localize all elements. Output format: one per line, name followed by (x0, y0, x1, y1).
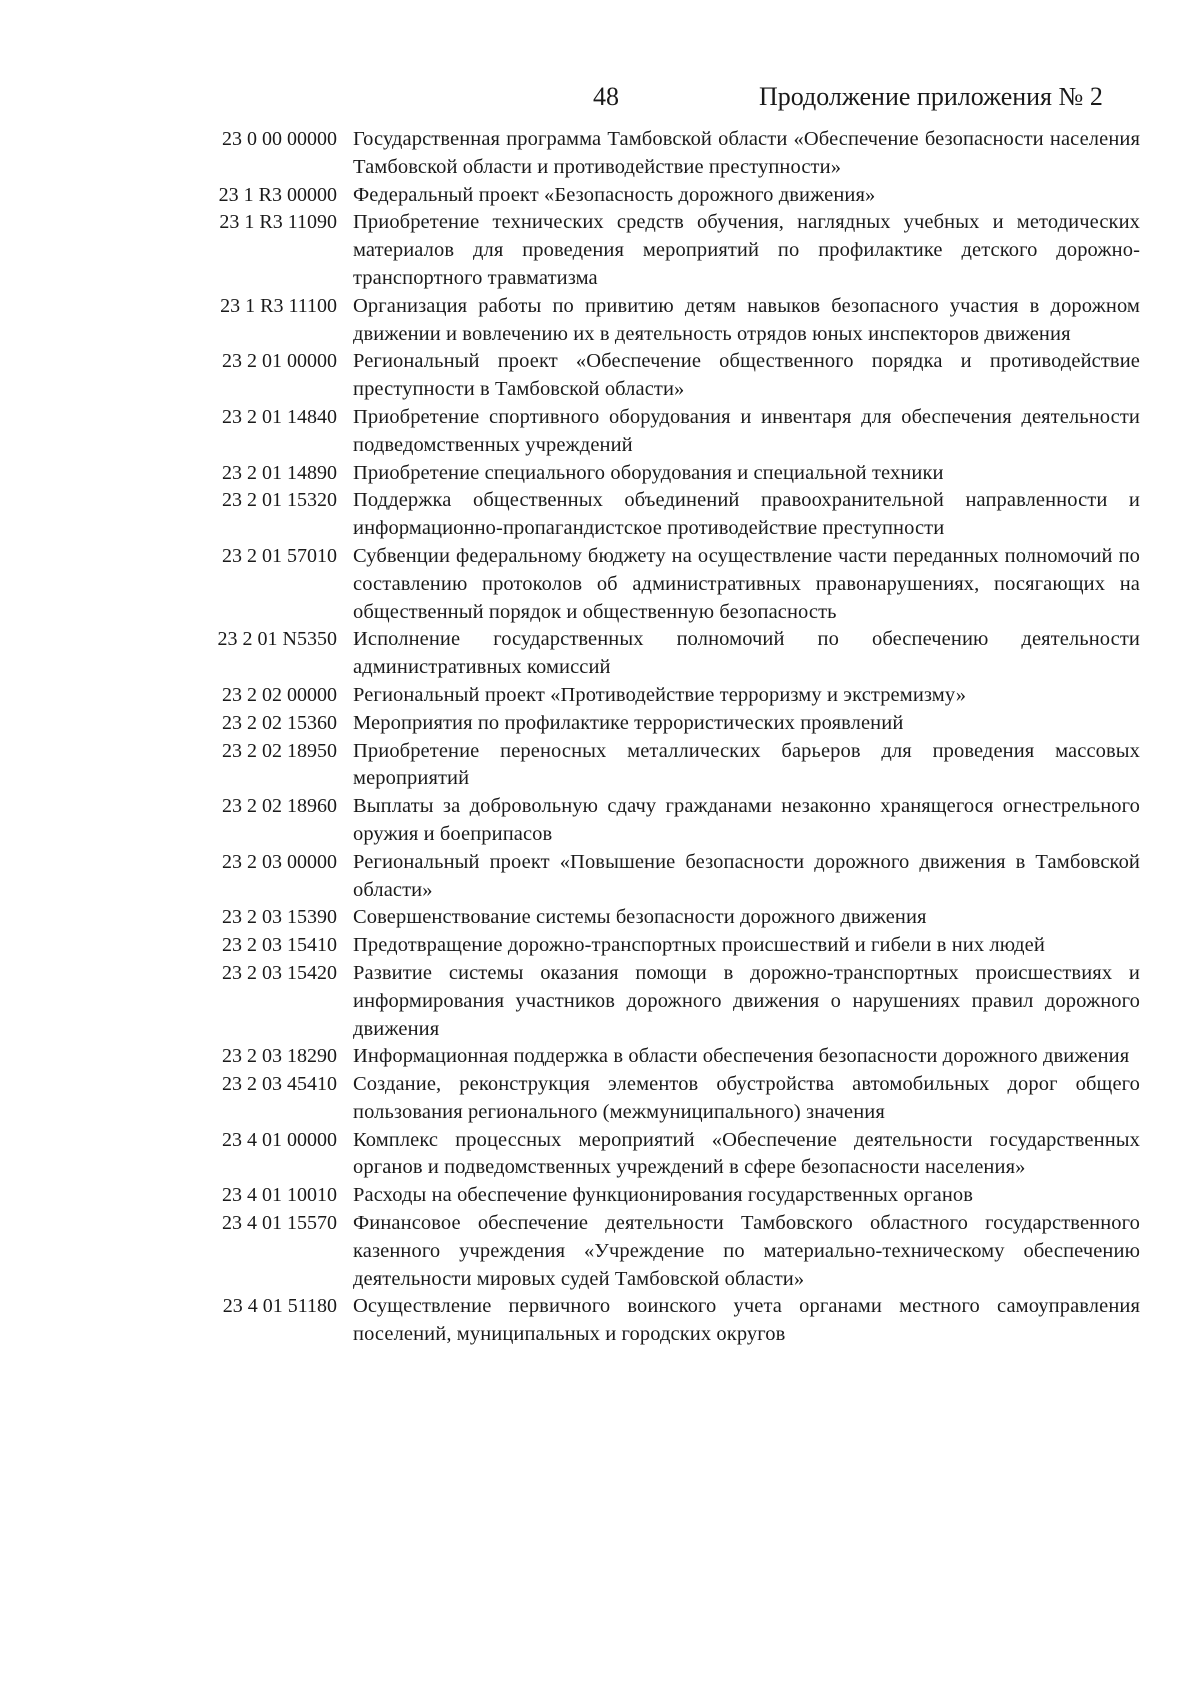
budget-classification-table (172, 126, 1140, 1349)
target-article-name: Субвенции федеральному бюджету на осуществление части переданных полномочий по составлению протоколов об административных правонарушениях, посягающих на общественный порядок и общественную безопасность (353, 544, 1140, 623)
table-row (172, 932, 1140, 960)
page-number: 48 (593, 82, 619, 111)
table-row (172, 1043, 1140, 1071)
target-article-name: Приобретение спортивного оборудования и инвентаря для обеспечения деятельности подведомственных учреждений (353, 405, 1140, 456)
target-article-name: Информационная поддержка в области обеспечения безопасности дорожного движения (353, 1045, 1130, 1068)
target-article-code: 23 2 01 N5350 (217, 628, 337, 651)
target-article-code: 23 4 01 51180 (222, 1295, 337, 1318)
target-article-name: Развитие системы оказания помощи в дорожно-транспортных происшествиях и информирования участников дорожного движения о нарушениях правил дорожного движения (353, 961, 1140, 1040)
target-article-code: 23 0 00 00000 (222, 128, 337, 150)
table-row (172, 904, 1140, 932)
target-article-code: 23 2 02 18950 (222, 739, 337, 762)
target-article-name: Государственная программа Тамбовской области «Обеспечение безопасности населения Тамбовской области и противодействие преступности» (353, 128, 1140, 178)
target-article-code: 23 4 01 10010 (222, 1184, 337, 1207)
target-article-code: 23 2 03 15410 (222, 934, 337, 957)
target-article-code: 23 2 03 18290 (222, 1045, 337, 1068)
table-row (172, 682, 1140, 710)
target-article-name: Региональный проект «Обеспечение общественного порядка и противодействие преступности в Тамбовской области» (353, 350, 1140, 401)
table-row (172, 1182, 1140, 1210)
table-row (172, 126, 1140, 182)
target-article-name: Предотвращение дорожно-транспортных происшествий и гибели в них людей (353, 934, 1045, 957)
target-article-code: 23 2 01 14890 (222, 461, 337, 484)
target-article-code: 23 2 03 45410 (222, 1073, 337, 1096)
target-article-name: Приобретение технических средств обучения, наглядных учебных и методических материалов для проведения мероприятий по профилактике детского дорожно-транспортного травматизма (353, 211, 1140, 289)
target-article-code: 23 2 01 00000 (222, 350, 337, 373)
table-row (172, 1210, 1140, 1293)
target-article-name: Исполнение государственных полномочий по обеспечению деятельности административных комиссий (353, 628, 1140, 679)
table-row (172, 404, 1140, 460)
target-article-name: Приобретение переносных металлических барьеров для проведения массовых мероприятий (353, 739, 1140, 790)
table-row (172, 293, 1140, 349)
target-article-name: Выплаты за добровольную сдачу гражданами незаконно хранящегося огнестрельного оружия и боеприпасов (353, 795, 1140, 845)
table-row (172, 1293, 1140, 1349)
table-row (172, 738, 1140, 794)
target-article-code: 23 2 03 00000 (222, 850, 337, 873)
target-article-code: 23 2 02 15360 (222, 711, 337, 734)
table-row (172, 1071, 1140, 1127)
table-row (172, 626, 1140, 682)
target-article-code: 23 2 02 18960 (222, 795, 337, 818)
target-article-code: 23 1 R3 00000 (218, 183, 337, 206)
target-article-name: Создание, реконструкция элементов обустройства автомобильных дорог общего пользования регионального (межмуниципального) значения (353, 1073, 1140, 1123)
target-article-code: 23 1 R3 11100 (220, 294, 337, 317)
target-article-code: 23 2 03 15420 (222, 961, 337, 984)
target-article-code: 23 2 01 15320 (222, 489, 337, 512)
target-article-name: Региональный проект «Противодействие терроризму и экстремизму» (353, 683, 967, 706)
target-article-name: Поддержка общественных объединений правоохранительной направленности и информационно-пропагандистское противодействие преступности (353, 489, 1140, 540)
target-article-name: Финансовое обеспечение деятельности Тамбовского областного государственного казенного учреждения «Учреждение по материально-техническому обеспечению деятельности мировых судей Тамбовской области» (353, 1212, 1140, 1290)
target-article-code: 23 4 01 15570 (222, 1212, 337, 1235)
table-row (172, 543, 1140, 626)
table-row (172, 1127, 1140, 1183)
target-article-code: 23 1 R3 11090 (219, 211, 337, 234)
table-row (172, 209, 1140, 292)
target-article-name: Мероприятия по профилактике террористических проявлений (353, 711, 904, 734)
table-row (172, 710, 1140, 738)
table-row (172, 793, 1140, 849)
target-article-name: Комплекс процессных мероприятий «Обеспечение деятельности государственных органов и подведомственных учреждений в сфере безопасности населения» (353, 1128, 1140, 1179)
target-article-name: Осуществление первичного воинского учета органами местного самоуправления поселений, муниципальных и городских округов (353, 1295, 1140, 1346)
target-article-code: 23 2 01 14840 (222, 405, 337, 428)
table-row (172, 487, 1140, 543)
page-header (0, 82, 1200, 118)
target-article-code: 23 2 03 15390 (222, 906, 337, 929)
target-article-code: 23 4 01 00000 (222, 1128, 337, 1151)
target-article-code: 23 2 01 57010 (222, 544, 337, 567)
table-row (172, 182, 1140, 210)
appendix-continuation-label: Продолжение приложения № 2 (759, 82, 1103, 111)
table-row (172, 849, 1140, 905)
target-article-name: Приобретение специального оборудования и специальной техники (353, 461, 944, 484)
target-article-name: Федеральный проект «Безопасность дорожного движения» (353, 183, 876, 206)
target-article-name: Совершенствование системы безопасности дорожного движения (353, 906, 927, 929)
target-article-code: 23 2 02 00000 (222, 683, 337, 706)
table-row (172, 460, 1140, 488)
table-row (172, 348, 1140, 404)
target-article-name: Организация работы по привитию детям навыков безопасного участия в дорожном движении и вовлечению их в деятельность отрядов юных инспекторов движения (353, 294, 1140, 345)
target-article-name: Региональный проект «Повышение безопасности дорожного движения в Тамбовской области» (353, 850, 1140, 901)
target-article-name: Расходы на обеспечение функционирования государственных органов (353, 1184, 974, 1207)
table-row (172, 960, 1140, 1043)
